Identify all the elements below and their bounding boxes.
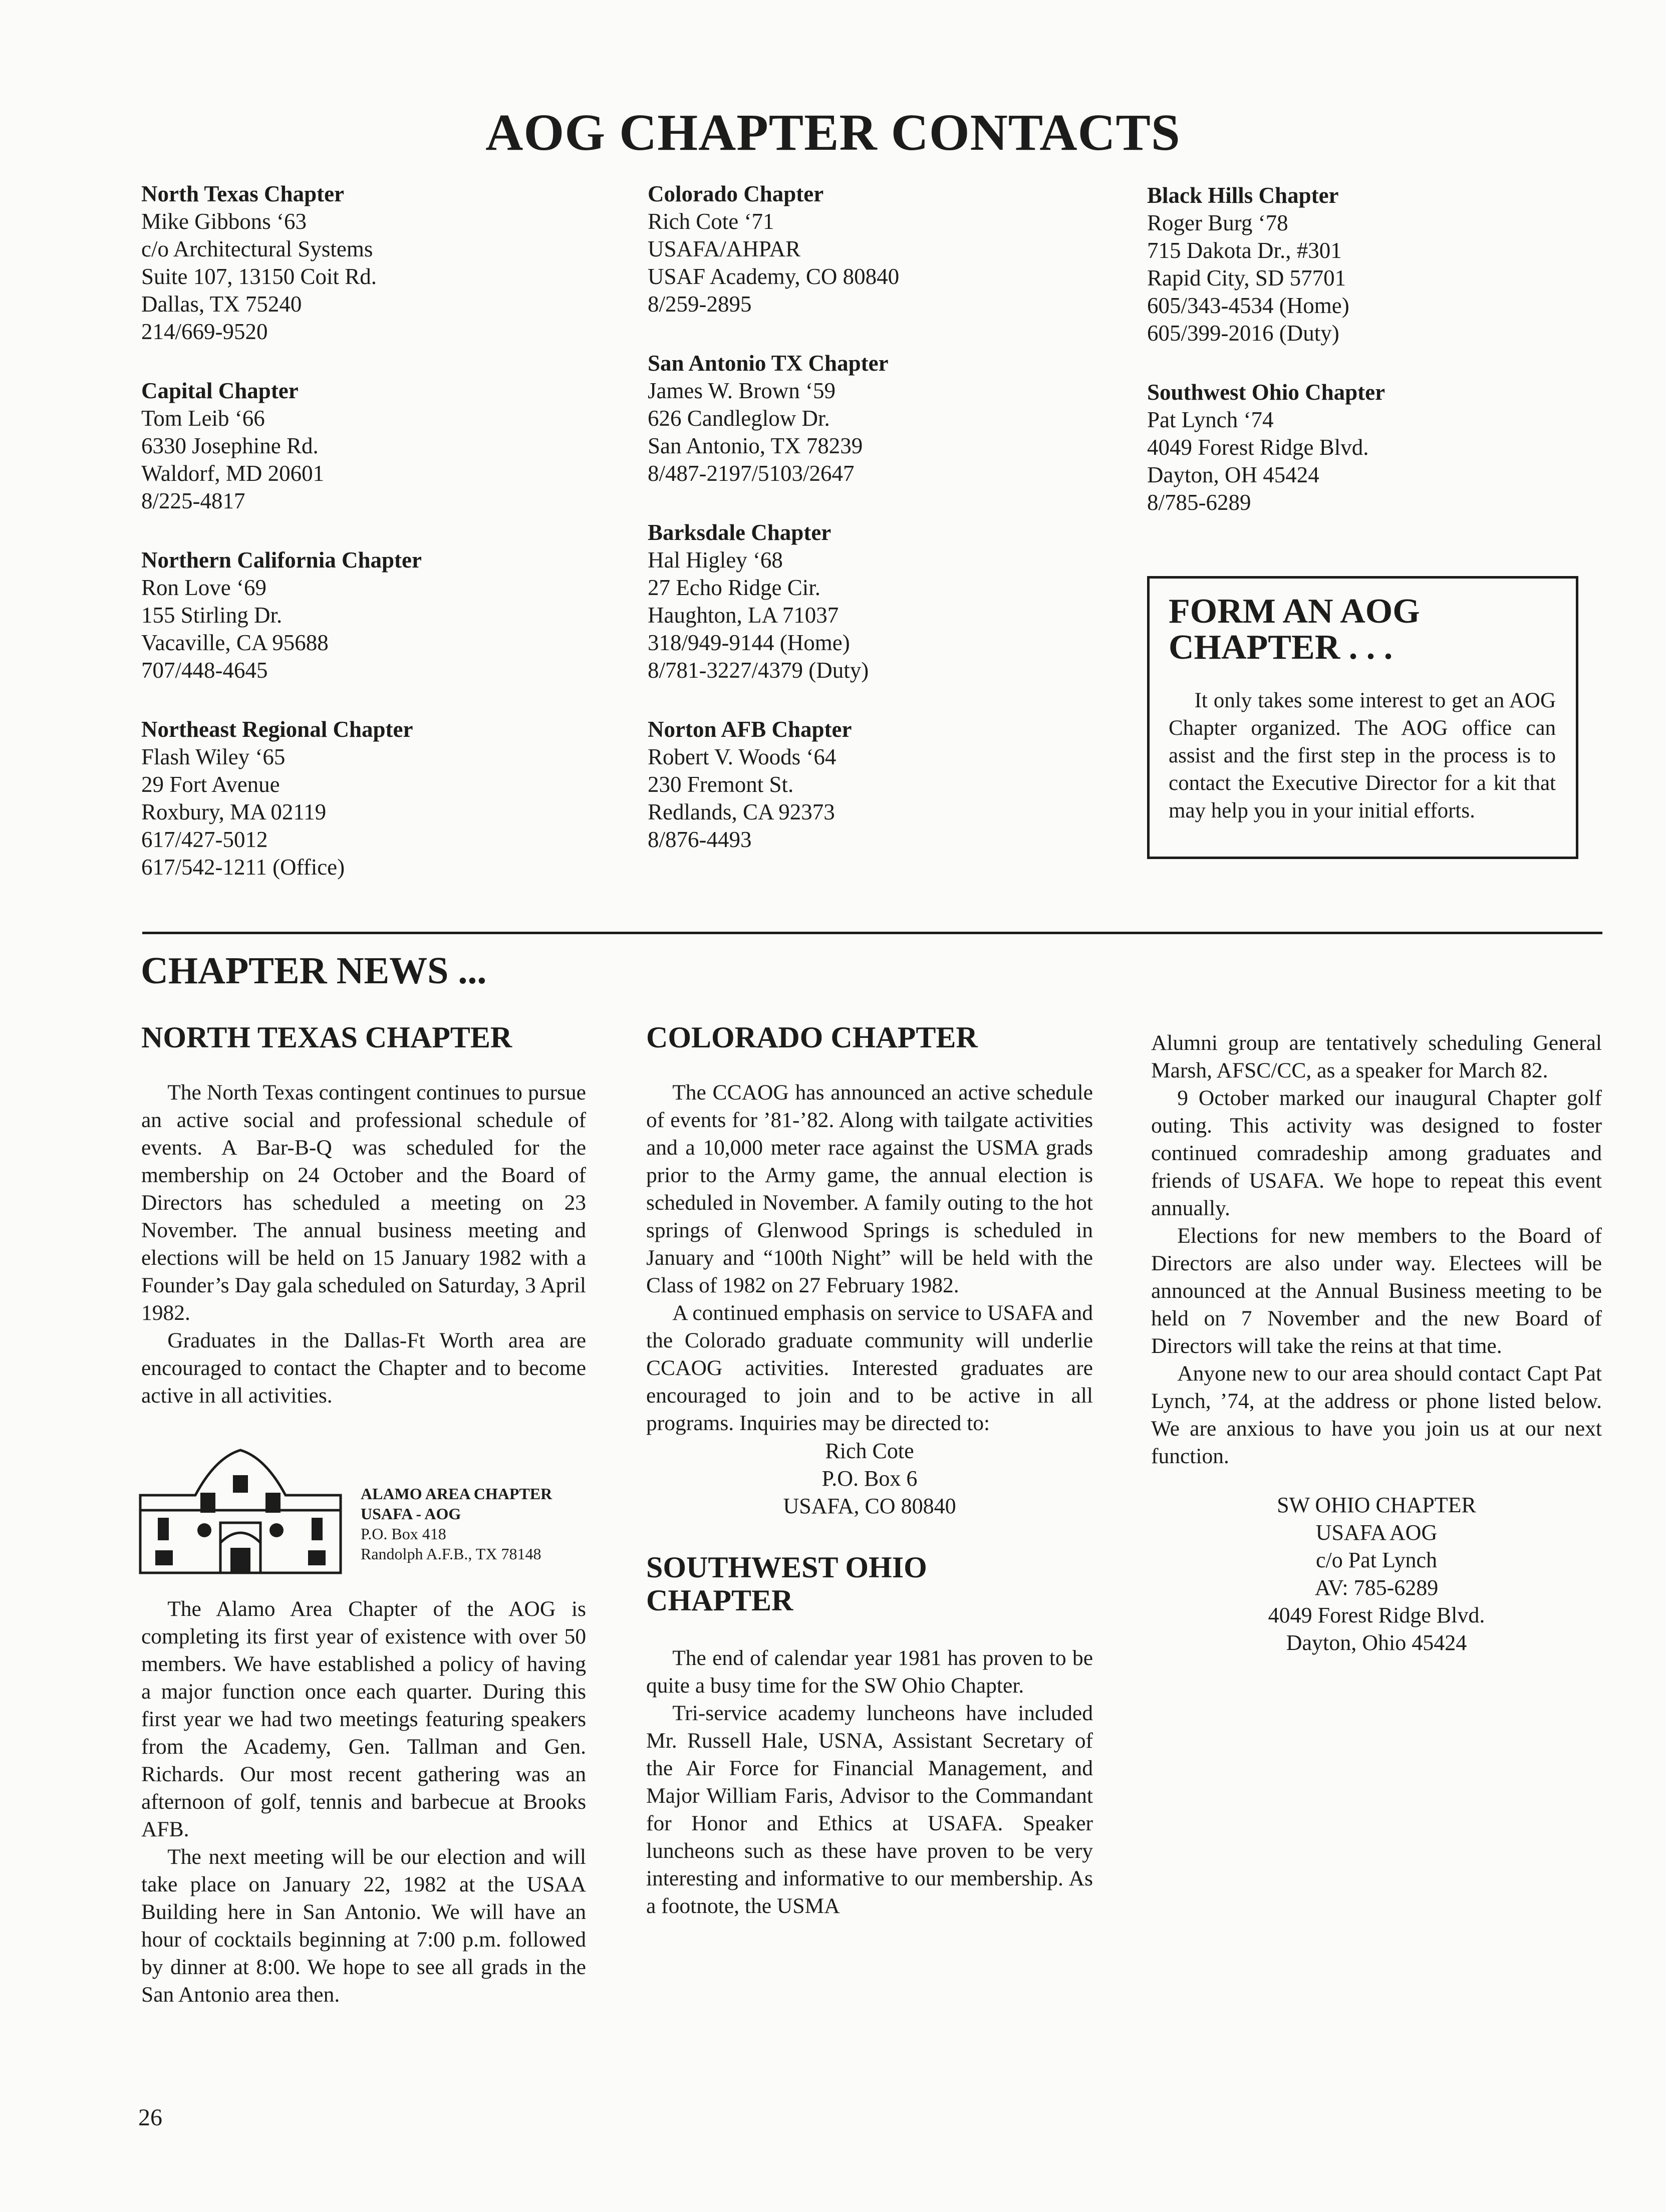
chapter-news-title: CHAPTER NEWS ... <box>141 950 487 992</box>
contacts-column-2 <box>648 180 1098 885</box>
contact-line: Robert V. Woods ‘64 <box>648 744 837 769</box>
contact-line: San Antonio, TX 78239 <box>648 433 863 458</box>
contact-line: c/o Architectural Systems <box>141 236 373 261</box>
news-column-3 <box>1151 1029 1602 1656</box>
contact-name: San Antonio TX Chapter <box>648 351 889 376</box>
contact-line: Rich Cote ‘71 <box>648 209 774 234</box>
contact-capital <box>141 377 592 515</box>
contact-line: 8/259-2895 <box>648 292 752 317</box>
contact-line: USAF Academy, CO 80840 <box>648 264 900 289</box>
contact-line: 605/343-4534 (Home) <box>1147 293 1349 318</box>
contact-line: 605/399-2016 (Duty) <box>1147 321 1339 346</box>
page-number: 26 <box>138 2104 162 2131</box>
alamo-paragraph-1: The Alamo Area Chapter of the AOG is completing its first year of existence with over 50 members. We have established a policy of having a major function once each quarter. During this first year we had two meetings featuring speakers from the Academy, Gen. Tallman and Gen. Richards. Our most recent gathering was an afternoon of golf, tennis and barbecue at Brooks AFB. <box>141 1597 586 1841</box>
contact-name: Barksdale Chapter <box>648 520 831 545</box>
contact-line: Hal Higley ‘68 <box>648 547 783 573</box>
contact-line: 707/448-4645 <box>141 658 268 683</box>
contact-line: Dayton, OH 45424 <box>1147 462 1319 487</box>
contacts-column-3 <box>1147 182 1578 548</box>
north-texas-heading: NORTH TEXAS CHAPTER <box>141 1021 512 1054</box>
contact-line: Roger Burg ‘78 <box>1147 210 1288 235</box>
contact-line: Dallas, TX 75240 <box>141 292 302 317</box>
contact-norton-afb <box>648 716 1098 854</box>
contact-black-hills <box>1147 182 1578 347</box>
contact-line: James W. Brown ‘59 <box>648 378 836 403</box>
contact-san-antonio <box>648 350 1098 487</box>
contact-line: 715 Dakota Dr., #301 <box>1147 238 1342 263</box>
contact-line: 8/785-6289 <box>1147 490 1251 515</box>
contact-line: 318/949-9144 (Home) <box>648 630 850 655</box>
colorado-address <box>646 1437 1093 1520</box>
contact-southwest-ohio <box>1147 379 1578 516</box>
alamo-line-4: Randolph A.F.B., TX 78148 <box>361 1545 541 1563</box>
contact-name: North Texas Chapter <box>141 181 345 206</box>
form-chapter-box <box>1147 576 1578 859</box>
sw-ohio-address-line: c/o Pat Lynch <box>1316 1548 1437 1572</box>
sw-ohio-paragraph-6: Anyone new to our area should contact Capt Pat Lynch, ’74, at the address or phone listed below. We are anxious to have you join us at our next function. <box>1151 1361 1602 1468</box>
sw-ohio-address <box>1151 1491 1602 1656</box>
form-chapter-text: It only takes some interest to get an AOG Chapter organized. The AOG office can assist and the first step in the process is to contact the Executive Director for a kit that may help you in your initial efforts. <box>1169 689 1556 822</box>
contact-line: Tom Leib ‘66 <box>141 406 265 431</box>
contact-line: 8/225-4817 <box>141 488 245 513</box>
contact-name: Capital Chapter <box>141 378 299 403</box>
contact-line: USAFA/AHPAR <box>648 236 801 261</box>
contact-line: 29 Fort Avenue <box>141 772 280 797</box>
colorado-paragraph-1: The CCAOG has announced an active schedule of events for ’81-’82. Along with tailgate activities and a 10,000 meter race against the USMA grads prior to the Army game, the annual election is scheduled in November. A family outing to the hot springs of Glenwood Springs is scheduled in January and “100th Night” will be held with the Class of 1982 on 27 February 1982. <box>646 1080 1093 1297</box>
alamo-address <box>361 1484 552 1564</box>
contact-northeast-regional <box>141 716 592 881</box>
contact-line: Waldorf, MD 20601 <box>141 461 325 486</box>
contact-barksdale <box>648 519 1098 684</box>
contact-line: 617/542-1211 (Office) <box>141 855 345 880</box>
contact-line: Pat Lynch ‘74 <box>1147 407 1274 432</box>
sw-ohio-address-line: USAFA AOG <box>1315 1520 1438 1545</box>
sw-ohio-address-line: AV: 785-6289 <box>1314 1575 1439 1600</box>
contact-line: Roxbury, MA 02119 <box>141 799 327 824</box>
contact-name: Southwest Ohio Chapter <box>1147 380 1385 405</box>
contact-line: 8/876-4493 <box>648 827 752 852</box>
alamo-building-icon <box>135 1448 346 1578</box>
sw-ohio-paragraph-5: Elections for new members to the Board of Directors are also under way. Electees will be announced at the Annual Business meeting to be held on 7 November and the new Board of Directors will take the reins at that time. <box>1151 1224 1602 1358</box>
contact-line: Ron Love ‘69 <box>141 575 266 600</box>
page-title: AOG CHAPTER CONTACTS <box>485 104 1181 161</box>
contact-line: Haughton, LA 71037 <box>648 603 839 628</box>
form-chapter-title: FORM AN AOG CHAPTER . . . <box>1169 592 1420 667</box>
news-column-1 <box>141 1021 586 1410</box>
contact-line: 8/487-2197/5103/2647 <box>648 461 855 486</box>
contact-line: 27 Echo Ridge Cir. <box>648 575 820 600</box>
colorado-paragraph-2: A continued emphasis on service to USAFA and the Colorado graduate community will underlie CCAOG activities. Interested graduates are encouraged to join and to be active in all programs. Inquiries may be directed to: <box>646 1301 1093 1435</box>
contact-line: Redlands, CA 92373 <box>648 799 835 824</box>
contact-line: Vacaville, CA 95688 <box>141 630 329 655</box>
contact-name: Northern California Chapter <box>141 547 422 573</box>
colorado-address-line: P.O. Box 6 <box>821 1466 918 1491</box>
contact-colorado <box>648 180 1098 318</box>
alamo-line-2: USAFA - AOG <box>361 1505 461 1523</box>
contact-north-texas <box>141 180 592 346</box>
contacts-column-1 <box>141 180 592 913</box>
sw-ohio-paragraph-3: Alumni group are tentatively scheduling General Marsh, AFSC/CC, as a speaker for March 82. <box>1151 1031 1602 1082</box>
contact-name: Black Hills Chapter <box>1147 183 1339 208</box>
sw-ohio-address-line: Dayton, Ohio 45424 <box>1286 1630 1467 1655</box>
contact-line: 4049 Forest Ridge Blvd. <box>1147 435 1369 460</box>
alamo-text <box>141 1595 586 2009</box>
contact-line: 8/781-3227/4379 (Duty) <box>648 658 869 683</box>
contact-name: Colorado Chapter <box>648 181 824 206</box>
sw-ohio-address-line: 4049 Forest Ridge Blvd. <box>1268 1603 1485 1627</box>
sw-ohio-paragraph-2: Tri-service academy luncheons have included Mr. Russell Hale, USNA, Assistant Secretary of the Air Force for Financial Management, and Major William Faris, Advisor to the Commandant for Honor and Ethics at USAFA. Speaker luncheons such as these have proven to be very interesting and informative to our membership. As a footnote, the USMA <box>646 1701 1093 1918</box>
contact-northern-california <box>141 546 592 684</box>
contact-line: 626 Candleglow Dr. <box>648 406 830 431</box>
alamo-line-1: ALAMO AREA CHAPTER <box>361 1485 552 1503</box>
contact-line: Mike Gibbons ‘63 <box>141 209 307 234</box>
contact-line: 230 Fremont St. <box>648 772 794 797</box>
colorado-address-line: USAFA, CO 80840 <box>783 1494 956 1518</box>
alamo-paragraph-2: The next meeting will be our election and will take place on January 22, 1982 at the USAA Building here in San Antonio. We will have an hour of cocktails beginning at 7:00 p.m. followed by dinner at 8:00. We hope to see all grads in the San Antonio area then. <box>141 1845 586 2007</box>
alamo-line-3: P.O. Box 418 <box>361 1525 446 1543</box>
sw-ohio-address-line: SW OHIO CHAPTER <box>1277 1493 1476 1517</box>
sw-ohio-paragraph-1: The end of calendar year 1981 has proven to be quite a busy time for the SW Ohio Chapter. <box>646 1646 1093 1698</box>
contact-line: 617/427-5012 <box>141 827 268 852</box>
north-texas-paragraph-1: The North Texas contingent continues to pursue an active social and professional schedule of events. A Bar-B-Q was scheduled for the membership on 24 October and the Board of Directors has scheduled a meeting on 23 November. The annual business meeting and elections will be held on 15 January 1982 with a Founder’s Day gala scheduled on Saturday, 3 April 1982. <box>141 1080 586 1325</box>
contact-line: 214/669-9520 <box>141 319 268 344</box>
contact-line: 6330 Josephine Rd. <box>141 433 319 458</box>
sw-ohio-paragraph-4: 9 October marked our inaugural Chapter golf outing. This activity was designed to foster continued comradeship among graduates and friends of USAFA. We hope to repeat this event annually. <box>1151 1086 1602 1220</box>
section-divider <box>142 932 1602 934</box>
news-column-2 <box>646 1021 1093 1920</box>
north-texas-paragraph-2: Graduates in the Dallas-Ft Worth area are encouraged to contact the Chapter and to become active in all activities. <box>141 1328 586 1408</box>
alamo-chapter-logo-block <box>135 1448 616 1578</box>
colorado-heading: COLORADO CHAPTER <box>646 1021 978 1054</box>
colorado-address-line: Rich Cote <box>825 1439 914 1463</box>
southwest-ohio-heading: SOUTHWEST OHIO CHAPTER <box>646 1551 927 1617</box>
contact-line: Rapid City, SD 57701 <box>1147 265 1346 291</box>
contact-name: Norton AFB Chapter <box>648 717 852 742</box>
contact-line: 155 Stirling Dr. <box>141 603 283 628</box>
contact-line: Suite 107, 13150 Coit Rd. <box>141 264 377 289</box>
contact-line: Flash Wiley ‘65 <box>141 744 286 769</box>
contact-name: Northeast Regional Chapter <box>141 717 413 742</box>
